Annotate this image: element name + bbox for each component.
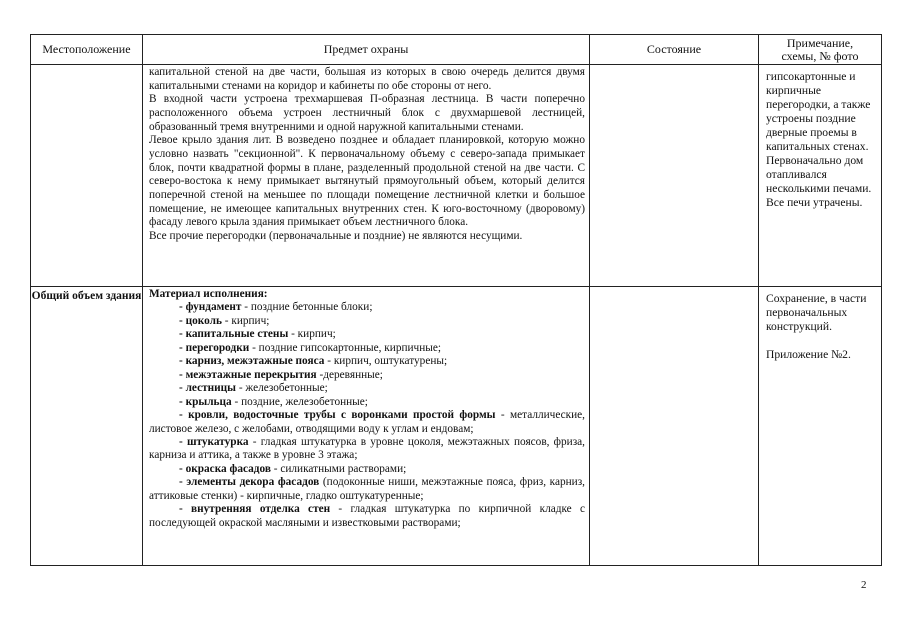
appendix-reference: Приложение №2. bbox=[766, 348, 851, 361]
cell-condition-volume bbox=[590, 287, 759, 566]
note-text: Сохранение, в части первоначальных конструкций. bbox=[766, 292, 867, 333]
header-subject: Предмет охраны bbox=[143, 35, 590, 65]
list-item: - штукатурка - гладкая штукатурка в уровне цоколя, межэтажных поясов, фриза, карниза и аттика, а также в уровне 3 этажа; bbox=[149, 435, 585, 462]
list-item: - внутренняя отделка стен - гладкая штукатурка по кирпичной кладке с последующей окраской масляными и известковыми растворами; bbox=[149, 503, 585, 529]
page-number: 2 bbox=[861, 579, 867, 591]
list-item: - капитальные стены - кирпич; bbox=[179, 328, 336, 341]
header-condition: Состояние bbox=[590, 35, 759, 65]
list-item: - фундамент - поздние бетонные блоки; bbox=[179, 301, 373, 314]
cell-location-volume: Общий объем здания bbox=[31, 287, 143, 566]
cell-subject bbox=[143, 65, 590, 287]
header-note-line2: схемы, № фото bbox=[781, 48, 859, 63]
list-item: - лестницы - железобетонные; bbox=[179, 382, 328, 395]
paragraph: В входной части устроена трехмаршевая П-образная лестница. В части поперечно расположенного объема устроен лестничный блок с двухмаршевой лестницей, образованный тремя внутренними и одной наружной капитальными стенами. bbox=[149, 93, 585, 133]
cell-location bbox=[31, 65, 143, 287]
cell-material-list bbox=[143, 287, 590, 566]
list-item: - элементы декора фасадов (подоконные ниши, межэтажные пояса, фриз, карниз, аттиковые стенки) - кирпичные, гладко оштукатуренные; bbox=[149, 476, 586, 502]
header-row bbox=[31, 35, 882, 65]
paragraph: капитальной стеной на две части, большая из которых в свою очередь делится двумя капитальными стенами на коридор и кабинеты по обе стороны от него. bbox=[149, 66, 585, 92]
document-table bbox=[30, 34, 882, 566]
paragraph: Все прочие перегородки (первоначальные и поздние) не являются несущими. bbox=[149, 229, 523, 242]
list-item: - перегородки - поздние гипсокартонные, кирпичные; bbox=[179, 341, 442, 354]
table-row-planning bbox=[31, 65, 882, 287]
cell-condition bbox=[590, 65, 759, 287]
table-row-volume bbox=[31, 287, 882, 566]
header-location: Местоположение bbox=[31, 35, 143, 65]
paragraph: Левое крыло здания лит. В возведено позднее и обладает планировкой, которую можно условно назвать "секционной". К первоначальному объему с северо-запада примыкает блок, почти квадратной формы в плане, разделенный продольной стеной на две части. С северо-востока к нему примыкает вытянутый прямоугольный объем, который делится поперечной стеной на меньшее по площади помещение лестничной клетки и большое помещение, не имеющее капитальных внутренних стен. К юго-восточному (дворовому) фасаду левого крыла здания примыкает объем лестничного блока. bbox=[149, 134, 585, 229]
header-note-line1: Примечание, bbox=[786, 35, 854, 50]
list-item: - карниз, межэтажные пояса - кирпич, оштукатурены; bbox=[179, 355, 448, 368]
list-item: - окраска фасадов - силикатными растворами; bbox=[179, 462, 407, 475]
list-item: - кровли, водосточные трубы с воронками простой формы - металлические, листовое железо, с желобами, отводящими воду к углам и ендовам; bbox=[149, 409, 586, 435]
list-item: - цоколь - кирпич; bbox=[179, 314, 270, 327]
cell-note: гипсокартонные и кирпичные перегородки, а также устроены поздние дверные проемы в капитальных стенах. Первоначально дом отапливался несколькими печами. Все печи утрачены. bbox=[759, 65, 882, 287]
header-note bbox=[759, 35, 882, 65]
list-item: - крыльца - поздние, железобетонные; bbox=[179, 395, 368, 408]
list-item: - межэтажные перекрытия -деревянные; bbox=[179, 368, 383, 381]
material-title: Материал исполнения: bbox=[149, 288, 268, 300]
cell-note-volume bbox=[759, 287, 882, 566]
